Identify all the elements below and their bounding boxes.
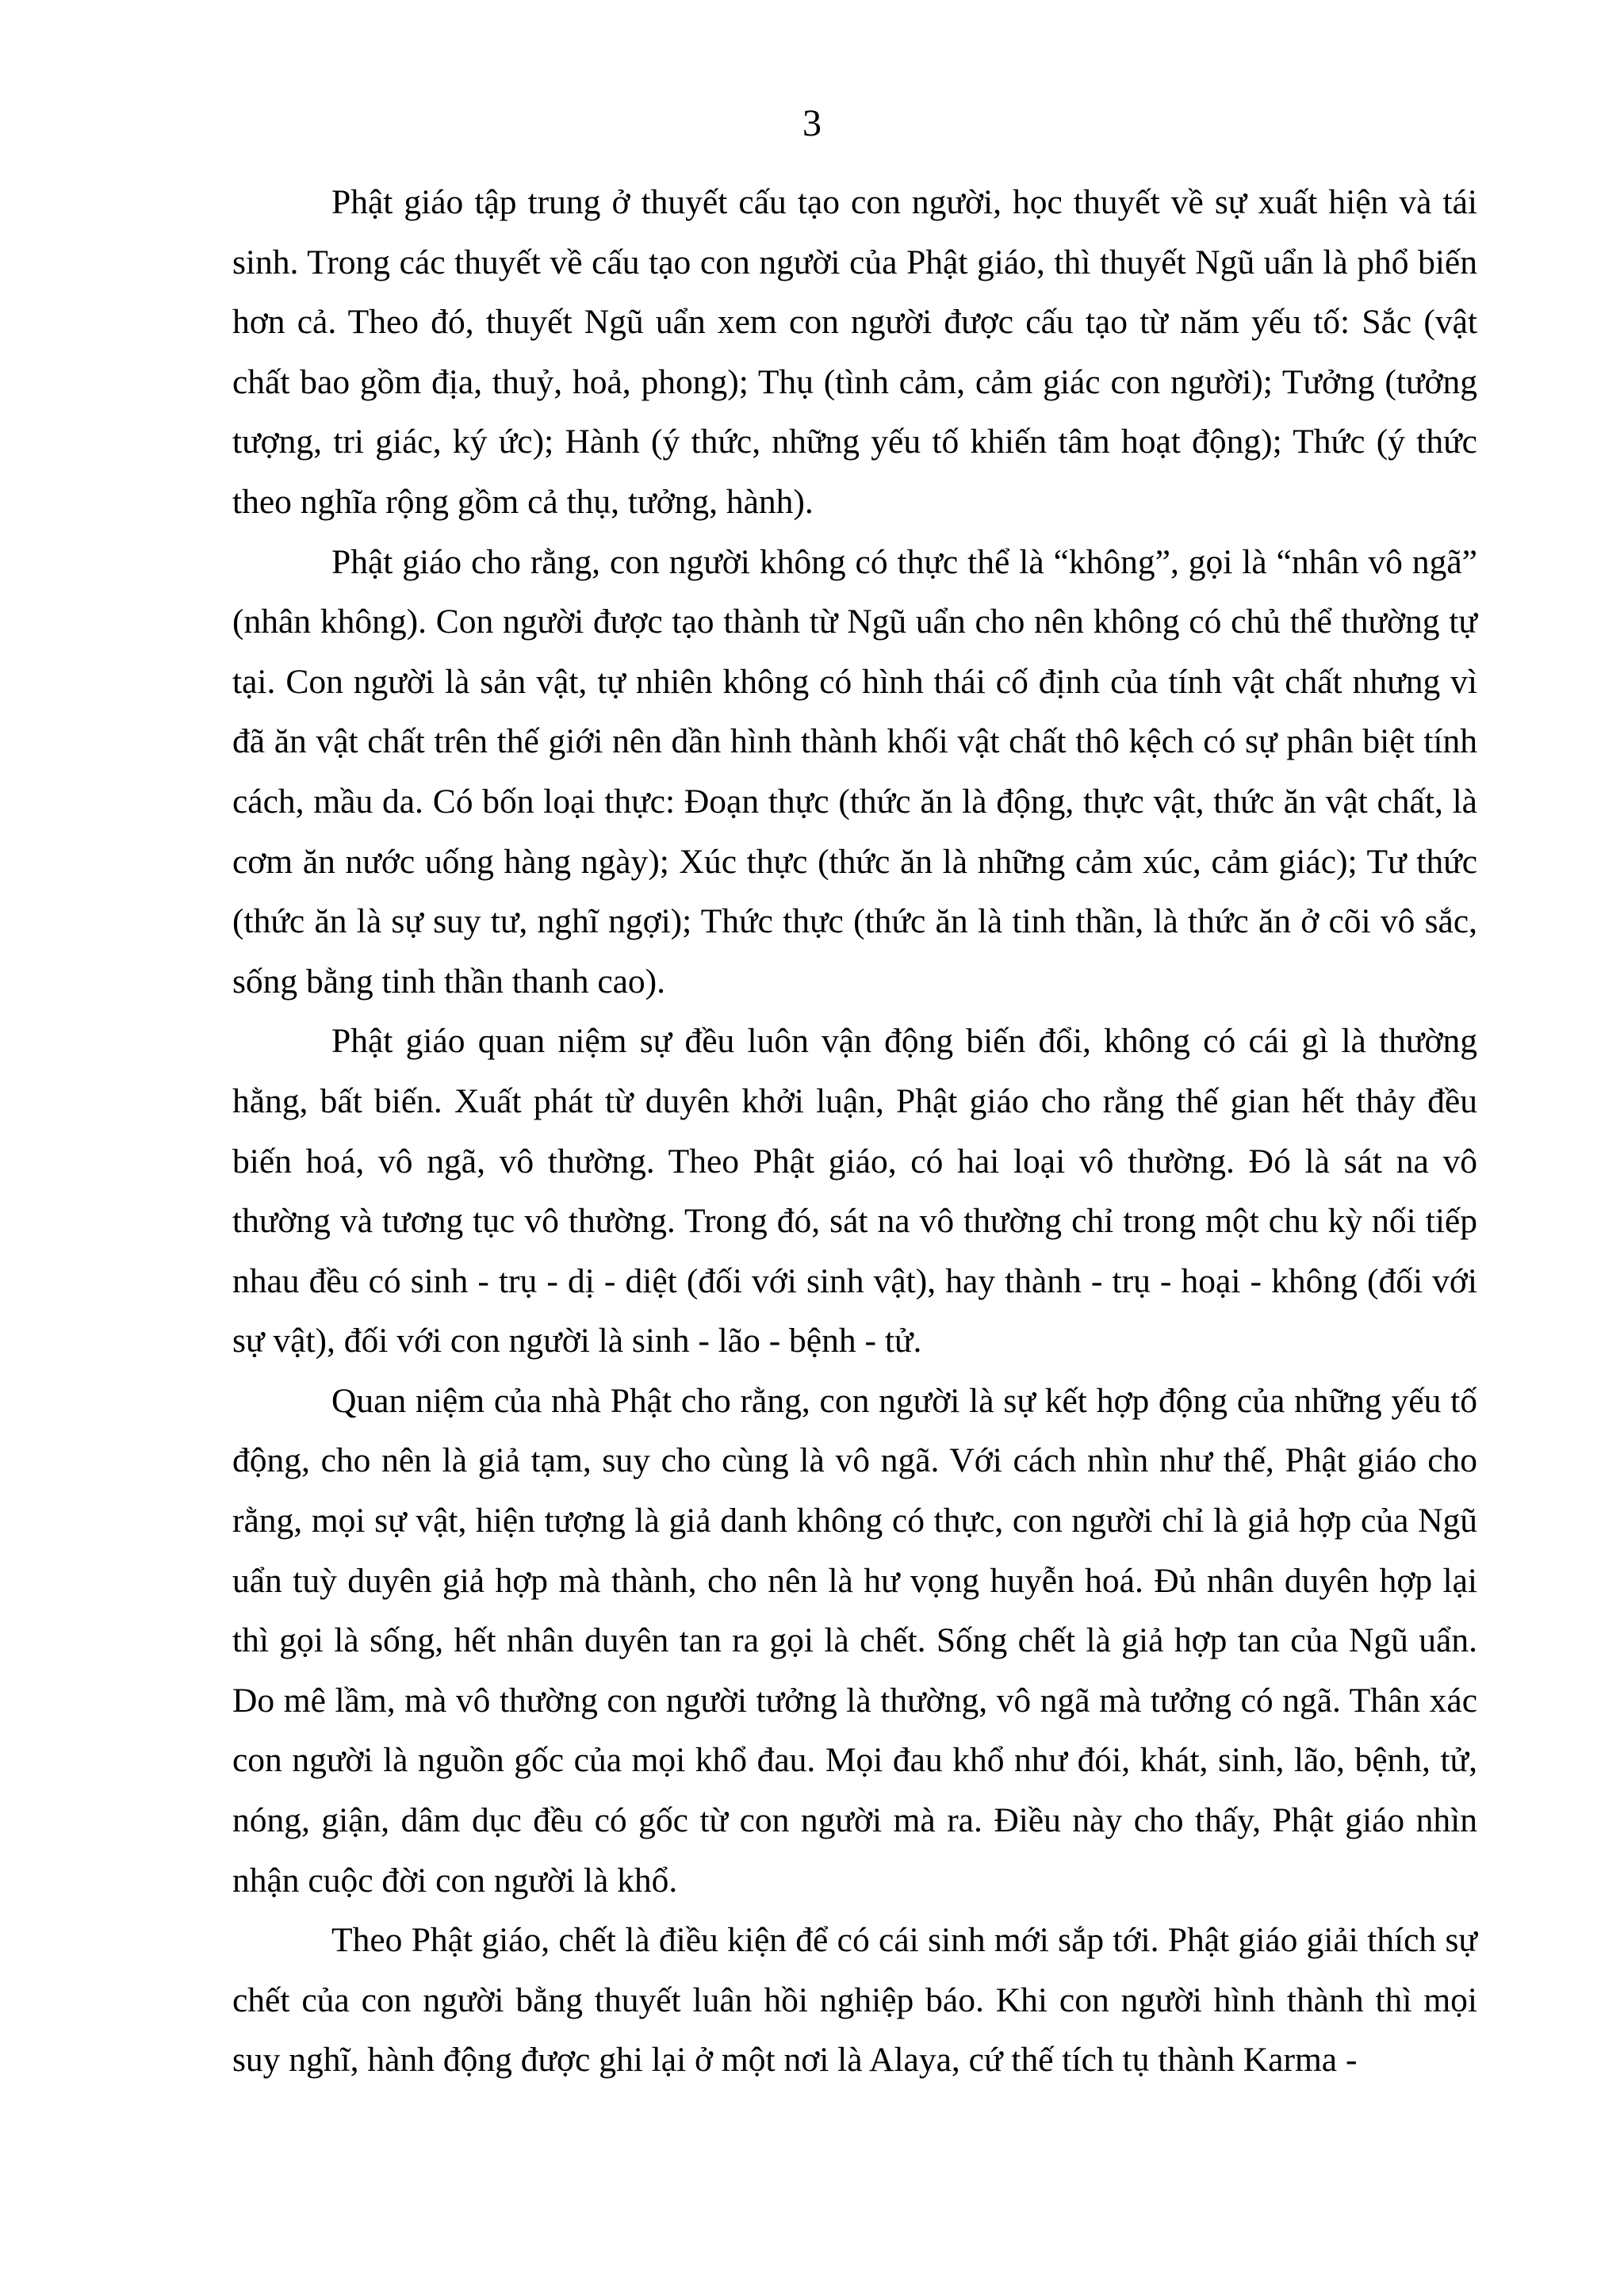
paragraph: Phật giáo quan niệm sự đều luôn vận động biến đổi, không có cái gì là thường hằng, bất biến. Xuất phát từ duyên khởi luận, Phật giáo cho rằng thế gian hết thảy đều biến hoá, vô ngã, vô thường. Theo Phật giáo, có hai loại vô thường. Đó là sát na vô thường và tương tục vô thường. Trong đó, sát na vô thường chỉ trong một chu kỳ nối tiếp nhau đều có sinh - trụ - dị - diệt (đối với sinh vật), hay thành - trụ - hoại - không (đối với sự vật), đối với con người là sinh - lão - bệnh - tử.	[232, 1022, 1477, 1360]
paragraph: Quan niệm của nhà Phật cho rằng, con người là sự kết hợp động của những yếu tố động, cho nên là giả tạm, suy cho cùng là vô ngã. Với cách nhìn như thế, Phật giáo cho rằng, mọi sự vật, hiện tượng là giả danh không có thực, con người chỉ là giả hợp của Ngũ uẩn tuỳ duyên giả hợp mà thành, cho nên là hư vọng huyễn hoá. Đủ nhân duyên hợp lại thì gọi là sống, hết nhân duyên tan ra gọi là chết. Sống chết là giả hợp tan của Ngũ uẩn. Do mê lầm, mà vô thường con người tưởng là thường, vô ngã mà tưởng có ngã. Thân xác con người là nguồn gốc của mọi khổ đau. Mọi đau khổ như đói, khát, sinh, lão, bệnh, tử, nóng, giận, dâm dục đều có gốc từ con người mà ra. Điều này cho thấy, Phật giáo nhìn nhận cuộc đời con người là khổ.	[232, 1381, 1477, 1900]
page-number: 3	[802, 102, 822, 144]
paragraph: Phật giáo cho rằng, con người không có thực thể là “không”, gọi là “nhân vô ngã” (nhân không). Con người được tạo thành từ Ngũ uẩn cho nên không có chủ thể thường tự tại. Con người là sản vật, tự nhiên không có hình thái cố định của tính vật chất nhưng vì đã ăn vật chất trên thế giới nên dần hình thành khối vật chất thô kệch có sự phân biệt tính cách, mầu da. Có bốn loại thực: Đoạn thực (thức ăn là động, thực vật, thức ăn vật chất, là cơm ăn nước uống hàng ngày); Xúc thực (thức ăn là những cảm xúc, cảm giác); Tư thức (thức ăn là sự suy tư, nghĩ ngợi); Thức thực (thức ăn là tinh thần, là thức ăn ở cõi vô sắc, sống bằng tinh thần thanh cao).	[232, 542, 1477, 1001]
paragraph: Phật giáo tập trung ở thuyết cấu tạo con người, học thuyết về sự xuất hiện và tái sinh. Trong các thuyết về cấu tạo con người của Phật giáo, thì thuyết Ngũ uẩn là phổ biến hơn cả. Theo đó, thuyết Ngũ uẩn xem con người được cấu tạo từ năm yếu tố: Sắc (vật chất bao gồm địa, thuỷ, hoả, phong); Thụ (tình cảm, cảm giác con người); Tưởng (tưởng tượng, tri giác, ký ức); Hành (ý thức, những yếu tố khiến tâm hoạt động); Thức (ý thức theo nghĩa rộng gồm cả thụ, tưởng, hành).	[232, 183, 1477, 521]
body-text	[232, 173, 1477, 2091]
paragraph: Theo Phật giáo, chết là điều kiện để có cái sinh mới sắp tới. Phật giáo giải thích sự chết của con người bằng thuyết luân hồi nghiệp báo. Khi con người hình thành thì mọi suy nghĩ, hành động được ghi lại ở một nơi là Alaya, cứ thế tích tụ thành Karma -	[232, 1921, 1477, 2080]
